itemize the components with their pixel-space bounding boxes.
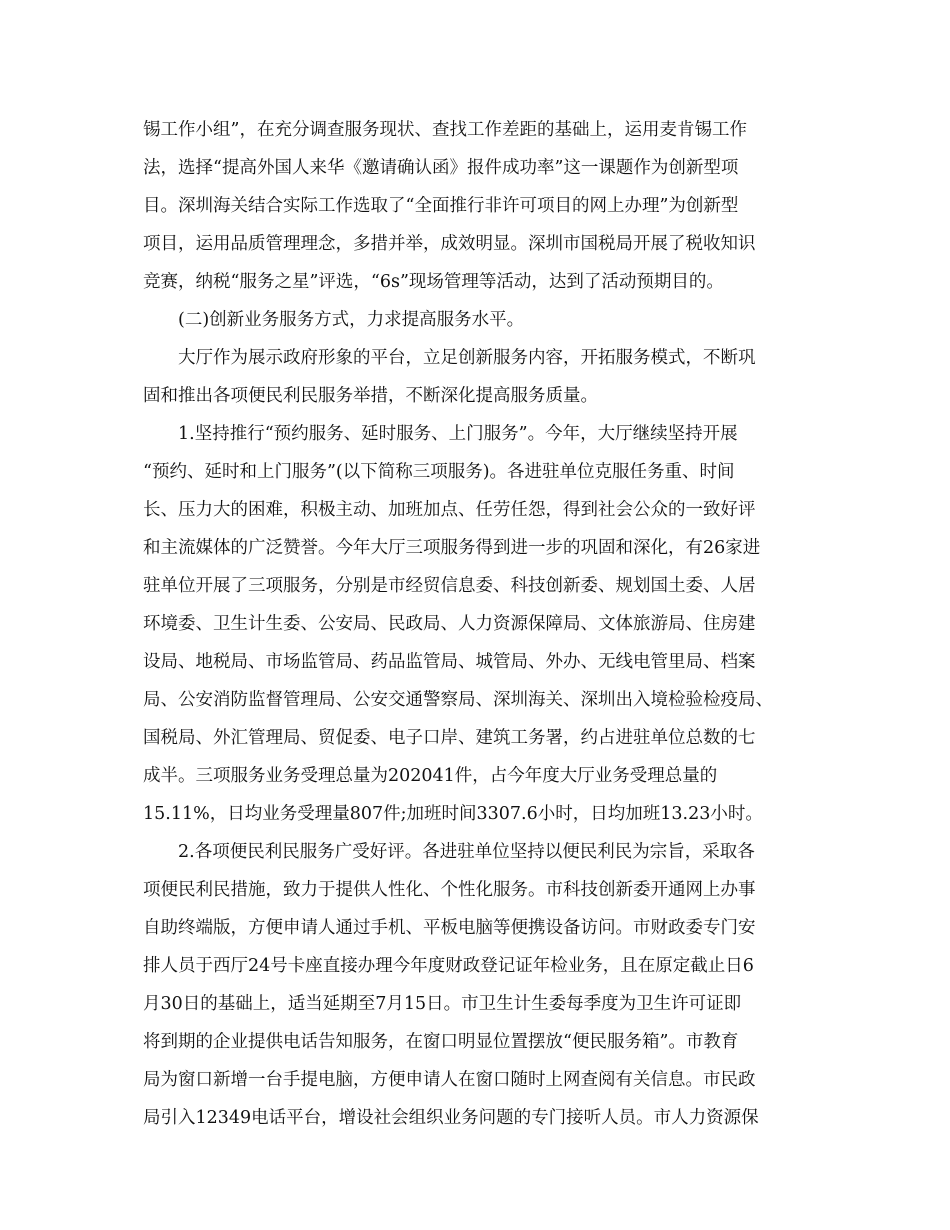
text-line-24: 月30日的基础上，适当延期至7月15日。市卫生计生委每季度为卫生许可证即 — [143, 994, 742, 1014]
text-line-9: 1.坚持推行“预约服务、延时服务、上门服务”。今年，大厅继续坚持开展 — [178, 424, 738, 444]
text-line-17: 国税局、外汇管理局、贸促委、电子口岸、建筑工务署，约占进驻单位总数的七 — [143, 728, 756, 748]
text-line-21: 项便民利民措施，致力于提供人性化、个性化服务。市科技创新委开通网上办事 — [143, 880, 756, 900]
text-line-7: 大厅作为展示政府形象的平台，立足创新服务内容，开拓服务模式，不断巩 — [178, 348, 756, 368]
text-line-11: 长、压力大的困难，积极主动、加班加点、任劳任怨，得到社会公众的一致好评 — [143, 500, 756, 520]
text-line-3: 目。深圳海关结合实际工作选取了“全面推行非许可项目的网上办理”为创新型 — [143, 196, 739, 216]
text-line-10: “预约、延时和上门服务”(以下简称三项服务)。各进驻单位克服任务重、时间 — [143, 462, 735, 482]
text-line-20: 2.各项便民利民服务广受好评。各进驻单位坚持以便民利民为宗旨，采取各 — [178, 842, 755, 862]
text-line-18: 成半。三项服务业务受理总量为202041件，占今年度大厅业务受理总量的 — [143, 766, 718, 786]
text-line-25: 将到期的企业提供电话告知服务，在窗口明显位置摆放“便民服务箱”。市教育 — [143, 1032, 739, 1052]
text-line-8: 固和推出各项便民利民服务举措，不断深化提高服务质量。 — [143, 386, 598, 406]
text-line-27: 局引入12349电话平台，增设社会组织业务问题的专门接听人员。市人力资源保 — [143, 1108, 759, 1128]
text-line-19: 15.11%，日均业务受理量807件;加班时间3307.6小时，日均加班13.23小时。 — [143, 804, 763, 824]
text-line-16: 局、公安消防监督管理局、公安交通警察局、深圳海关、深圳出入境检验检疫局、 — [143, 690, 773, 710]
text-line-15: 设局、地税局、市场监管局、药品监管局、城管局、外办、无线电管里局、档案 — [143, 652, 756, 672]
text-line-13: 驻单位开展了三项服务，分别是市经贸信息委、科技创新委、规划国土委、人居 — [143, 576, 756, 596]
text-line-26: 局为窗口新增一台手提电脑，方便申请人在窗口随时上网查阅有关信息。市民政 — [143, 1070, 756, 1090]
text-line-1: 锡工作小组”，在充分调查服务现状、查找工作差距的基础上，运用麦肯锡工作 — [143, 120, 747, 140]
text-line-5: 竞赛，纳税“服务之星”评选，“6s”现场管理等活动，达到了活动预期目的。 — [143, 272, 724, 292]
text-line-23: 排人员于西厅24号卡座直接办理今年度财政登记证年检业务，且在原定截止日6 — [143, 956, 754, 976]
section-heading: (二)创新业务服务方式，力求提高服务水平。 — [178, 310, 525, 330]
text-line-2: 法，选择“提高外国人来华《邀请确认函》报件成功率”这一课题作为创新型项 — [143, 158, 739, 178]
text-line-14: 环境委、卫生计生委、公安局、民政局、人力资源保障局、文体旅游局、住房建 — [143, 614, 756, 634]
text-line-22: 自助终端版，方便申请人通过手机、平板电脑等便携设备访问。市财政委专门安 — [143, 918, 756, 938]
text-line-12: 和主流媒体的广泛赞誉。今年大厅三项服务得到进一步的巩固和深化，有26家进 — [143, 538, 761, 558]
text-line-4: 项目，运用品质管理理念，多措并举，成效明显。深圳市国税局开展了税收知识 — [143, 234, 756, 254]
